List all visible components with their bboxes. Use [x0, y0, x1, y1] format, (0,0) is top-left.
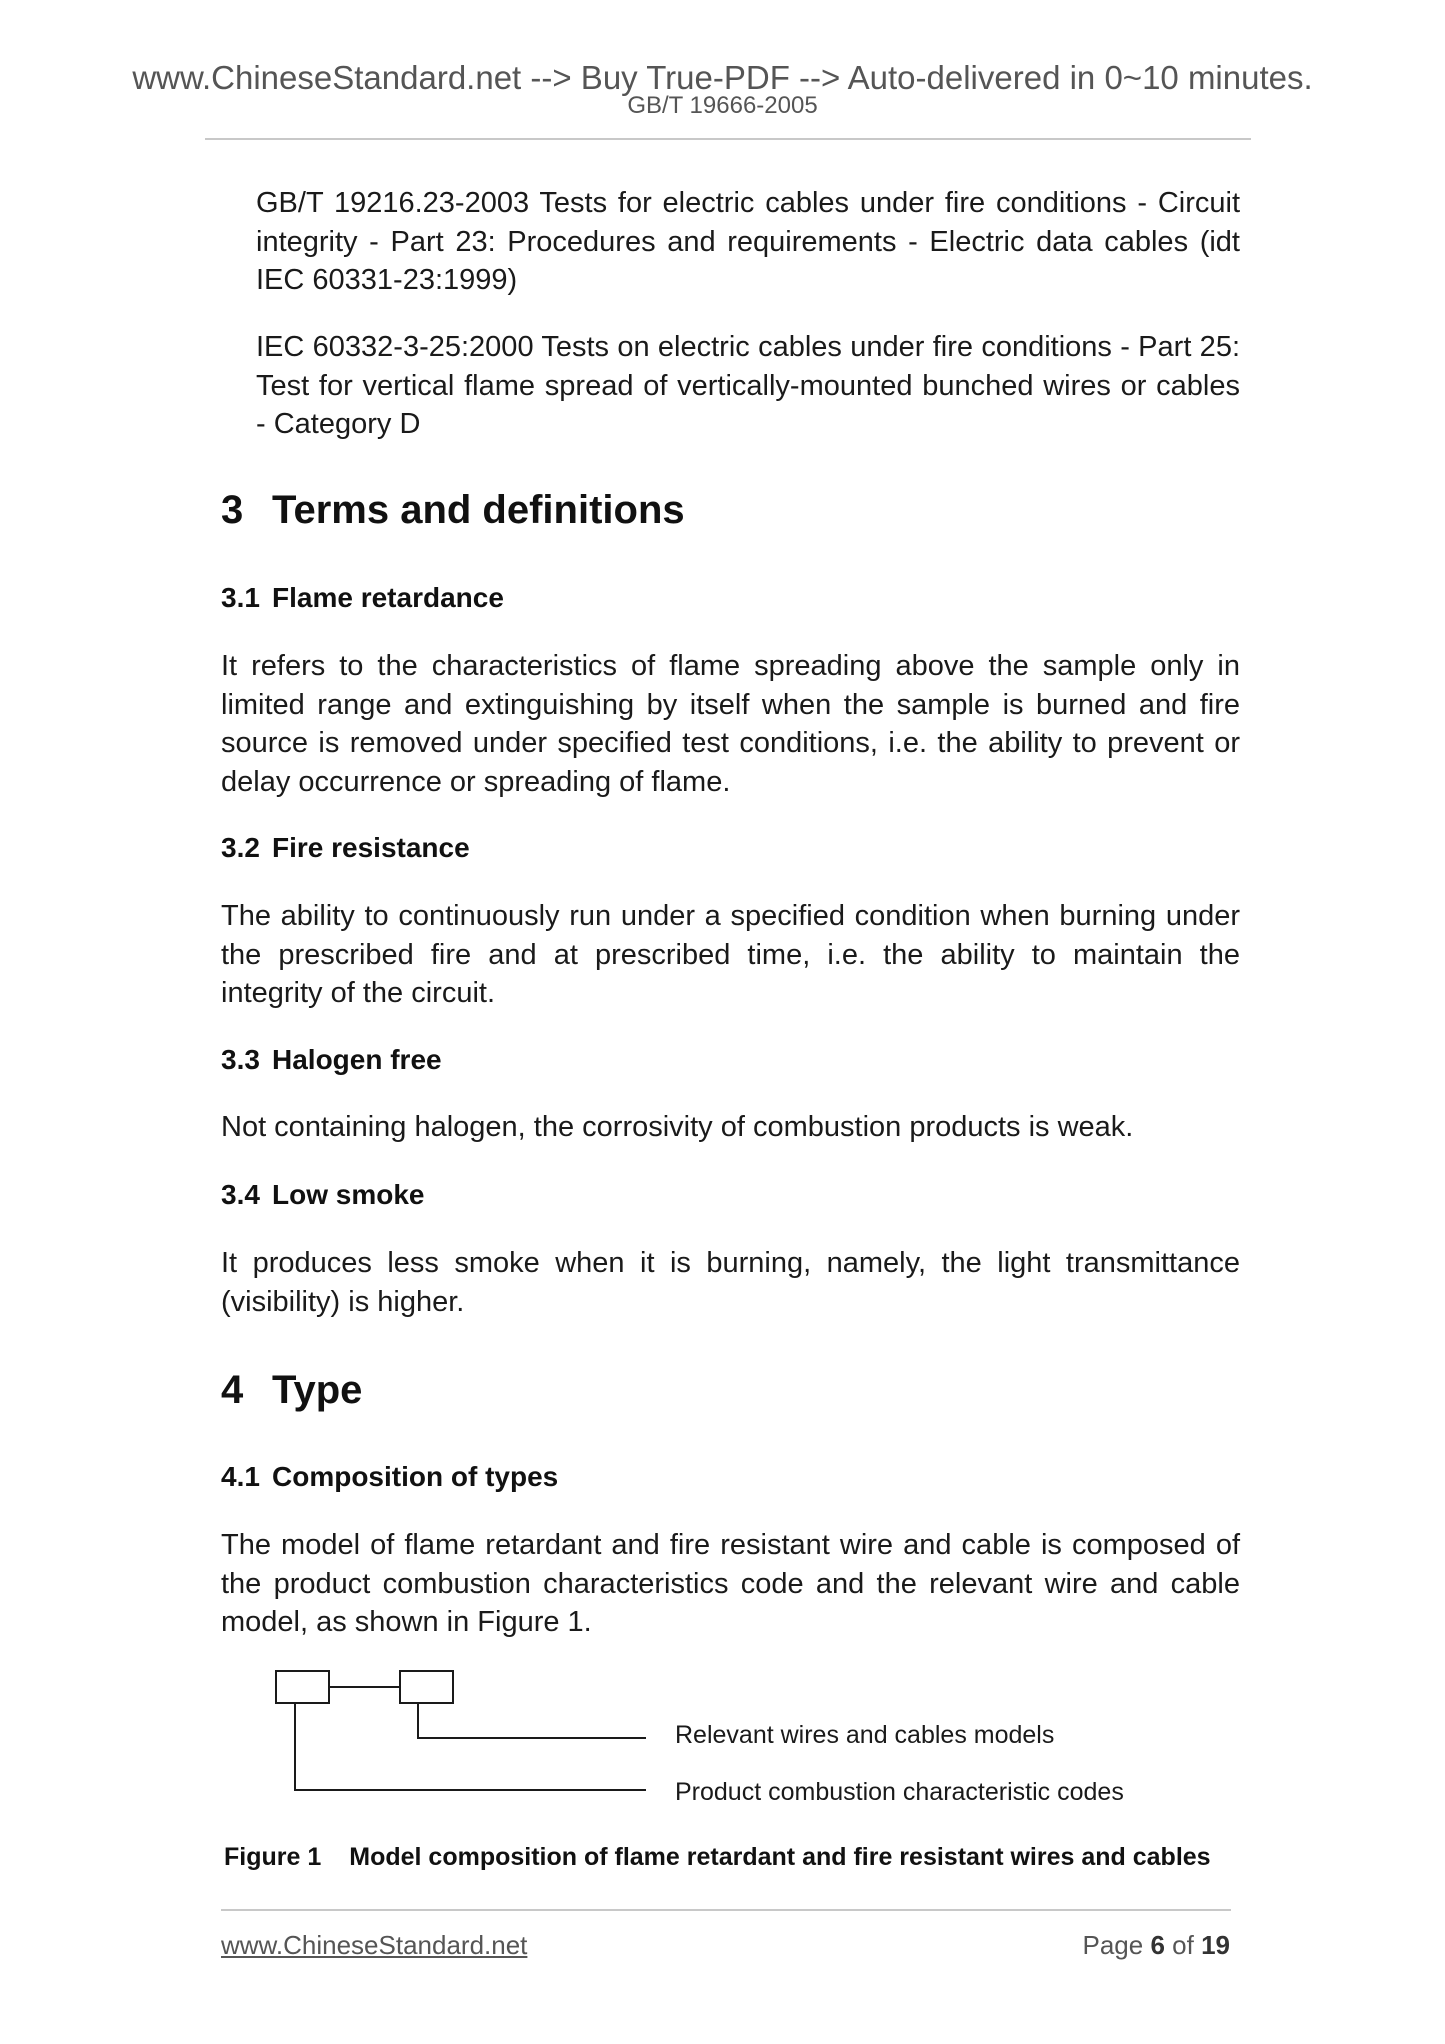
page-indicator — [1082, 1930, 1230, 1960]
section-heading-terms — [221, 486, 685, 534]
figure-label-codes: Product combustion characteristic codes — [675, 1778, 1124, 1806]
footer-site-link[interactable]: www.ChineseStandard.net — [221, 1930, 528, 1960]
section-heading-type — [221, 1366, 362, 1414]
figure-label-models: Relevant wires and cables models — [675, 1721, 1055, 1749]
cable-model-box — [400, 1671, 453, 1703]
subsection-number: 3.2 — [221, 832, 260, 863]
cable-model-leader — [418, 1703, 646, 1738]
subsection-heading-3-2 — [221, 831, 470, 865]
figure-caption-text: Model composition of flame retardant and fire resistant wires and cables — [349, 1843, 1211, 1871]
figure-caption — [224, 1842, 1211, 1872]
figure-number: Figure 1 — [224, 1843, 322, 1871]
definition-text: It produces less smoke when it is burning, namely, the light transmittance (visibility) is higher. — [221, 1247, 1240, 1318]
subsection-heading-4-1 — [221, 1460, 558, 1494]
subsection-title: Fire resistance — [272, 832, 470, 863]
combustion-code-box — [276, 1671, 329, 1703]
subsection-title: Halogen free — [272, 1044, 442, 1075]
section-number: 4 — [221, 1368, 244, 1412]
section-number: 3 — [221, 488, 244, 532]
site-banner: www.ChineseStandard.net --> Buy True-PDF --> Auto-delivered in 0~10 minutes. — [132, 59, 1313, 96]
page-of: of — [1172, 1930, 1194, 1960]
combustion-code-leader — [295, 1703, 646, 1790]
subsection-number: 4.1 — [221, 1461, 260, 1492]
subsection-title: Low smoke — [272, 1179, 425, 1210]
subsection-heading-3-3 — [221, 1043, 442, 1077]
definition-text: Not containing halogen, the corrosivity of combustion products is weak. — [221, 1111, 1134, 1143]
page-total: 19 — [1201, 1930, 1230, 1960]
reference-item: IEC 60332-3-25:2000 Tests on electric cables under fire conditions - Part 25: Test for vertical flame spread of vertically-mounted bunched wires or cables - Category D — [256, 331, 1240, 440]
section-title: Terms and definitions — [272, 488, 685, 532]
subsection-title: Composition of types — [272, 1461, 559, 1492]
subsection-number: 3.1 — [221, 582, 260, 613]
page-prefix: Page — [1082, 1930, 1144, 1960]
subsection-heading-3-1 — [221, 581, 504, 615]
page-current: 6 — [1150, 1930, 1165, 1960]
definition-text: It refers to the characteristics of flame spreading above the sample only in limited range and extinguishing by itself when the sample is burned and fire source is removed under specified test conditions, i.e. the ability to prevent or delay occurrence or spreading of flame. — [221, 650, 1240, 798]
subsection-number: 3.3 — [221, 1044, 260, 1075]
footer-divider — [221, 1909, 1231, 1911]
subsection-number: 3.4 — [221, 1179, 260, 1210]
document-code: GB/T 19666-2005 — [627, 92, 818, 119]
section-title: Type — [272, 1368, 363, 1412]
header-divider — [205, 138, 1251, 140]
definition-text: The ability to continuously run under a specified condition when burning under the prescribed fire and at prescribed time, i.e. the ability to maintain the integrity of the circuit. — [221, 900, 1240, 1009]
body-paragraph: The model of flame retardant and fire resistant wire and cable is composed of the product combustion characteristics code and the relevant wire and cable model, as shown in Figure 1. — [221, 1529, 1240, 1638]
reference-item: GB/T 19216.23-2003 Tests for electric cables under fire conditions - Circuit integrity - Part 23: Procedures and requirements - Electric data cables (idt IEC 60331-23:1999) — [256, 187, 1240, 296]
subsection-title: Flame retardance — [272, 582, 504, 613]
subsection-heading-3-4 — [221, 1178, 424, 1212]
